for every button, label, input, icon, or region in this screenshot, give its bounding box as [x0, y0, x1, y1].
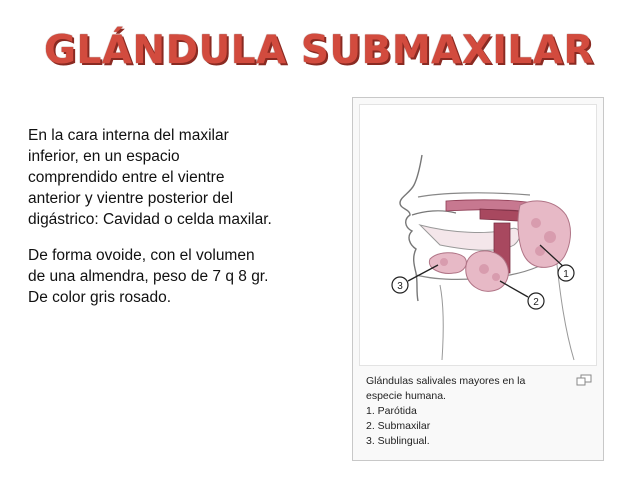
marker-1 — [558, 265, 574, 281]
caption-item-sublingual: 3. Sublingual. — [366, 435, 430, 447]
parotid-gland — [518, 201, 570, 267]
salivary-glands-illustration[interactable] — [359, 104, 597, 366]
caption-line: Glándulas salivales mayores en la — [366, 375, 526, 387]
caption-line: especie humana. — [366, 390, 446, 402]
marker-1-label: 1 — [563, 269, 569, 280]
slide-body — [28, 125, 273, 323]
paragraph-location: En la cara interna del maxilar inferior, en un espacio comprendido entre el vientre anterior y vientre posterior del digástrico: Cavidad o celda maxilar. — [28, 127, 272, 228]
parotid-lobule — [544, 231, 556, 243]
sublingual-lobule — [440, 258, 448, 266]
slide-title: GLÁNDULA SUBMAXILAR — [44, 28, 594, 73]
anatomy-drawing — [360, 105, 596, 365]
upper-teeth-arch — [418, 193, 530, 197]
neck-line — [440, 285, 443, 360]
submaxillary-lobule — [492, 273, 500, 281]
marker-2 — [528, 293, 544, 309]
marker-3 — [392, 277, 408, 293]
figure-caption — [366, 374, 576, 449]
leader-line-2 — [500, 281, 528, 297]
parotid-lobule — [531, 218, 541, 228]
sublingual-gland — [429, 253, 466, 274]
marker-3-label: 3 — [397, 281, 403, 292]
caption-item-submaxilar: 2. Submaxilar — [366, 420, 431, 432]
figure-box — [352, 97, 604, 461]
lips — [412, 211, 456, 215]
paragraph-description: De forma ovoide, con el volumen de una almendra, peso de 7 q 8 gr. De color gris rosado. — [28, 247, 269, 306]
submaxillary-lobule — [479, 264, 489, 274]
magnify-icon[interactable] — [576, 374, 592, 386]
marker-2-label: 2 — [533, 297, 539, 308]
caption-item-parotida: 1. Parótida — [366, 405, 417, 417]
